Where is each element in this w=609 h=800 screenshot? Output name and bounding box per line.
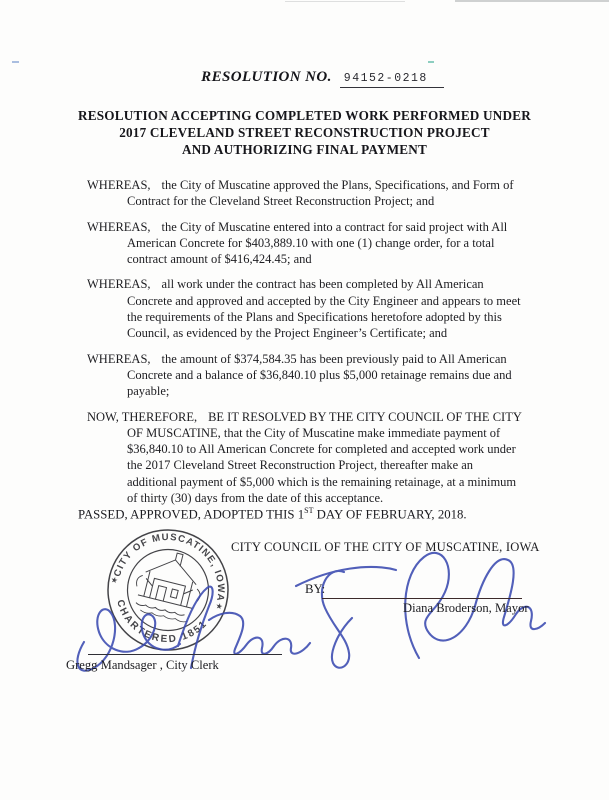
clerk-signature-line bbox=[88, 654, 282, 655]
whereas-clause-4 bbox=[87, 351, 524, 400]
resolution-number-line bbox=[0, 68, 609, 88]
document-title-line-3: AND AUTHORIZING FINAL PAYMENT bbox=[181, 142, 428, 157]
city-council-line: CITY COUNCIL OF THE CITY OF MUSCATINE, IOWA bbox=[231, 540, 540, 554]
clause-label: NOW, THEREFORE, bbox=[87, 409, 198, 424]
clause-label: WHEREAS, bbox=[87, 178, 151, 192]
scan-artifact-top-edge bbox=[455, 0, 609, 2]
clerk-name-title: Gregg Mandsager , City Clerk bbox=[66, 658, 219, 672]
passed-suffix: DAY OF FEBRUARY, 2018. bbox=[313, 507, 467, 522]
mayor-signature-line bbox=[322, 598, 522, 599]
clause-label: WHEREAS, bbox=[87, 219, 151, 234]
resolution-number-value: 94152-0218 bbox=[340, 72, 444, 88]
document-title bbox=[0, 107, 609, 158]
clause-text: all work under the contract has been completed by All American Concrete and approved and accepted by the City Engineer and appears to meet the requirements of the Plans and Specifications heretofore adopted by this Council, as evidenced by the Project Engineer’s Certificate; and bbox=[127, 277, 521, 341]
resolution-number-label: RESOLUTION NO. bbox=[201, 69, 332, 85]
document-title-line-2: 2017 CLEVELAND STREET RECONSTRUCTION PROJECT bbox=[119, 125, 490, 140]
passed-ordinal-superscript: ST bbox=[304, 506, 314, 515]
whereas-clause-2 bbox=[87, 219, 524, 268]
seal-star-right-icon: ★ bbox=[214, 601, 224, 612]
document-title-line-1: RESOLUTION ACCEPTING COMPLETED WORK PERFORMED UNDER bbox=[78, 108, 531, 123]
resolved-clause bbox=[87, 409, 524, 507]
mayor-name-title: Diana Broderson, Mayor bbox=[403, 601, 529, 615]
scan-artifact-center-dash bbox=[428, 61, 434, 63]
clause-text: BE IT RESOLVED BY THE CITY COUNCIL OF THE CITY OF MUSCATINE, that the City of Muscatine make immediate payment of $36,840.10 to All American Concrete for completed and accepted work under the 2017 Cleveland Street Reconstruction Project, thereafter make an additional payment of $5,000 which is the remaining retainage, at a minimum of thirty (30) days from the date of this acceptance. bbox=[127, 409, 522, 506]
clause-text: the City of Muscatine approved the Plans, Specifications, and Form of Contract for the Cleveland Street Reconstruction Project; and bbox=[127, 178, 514, 209]
scan-artifact-top-edge-2 bbox=[285, 1, 405, 2]
clause-label: WHEREAS, bbox=[87, 277, 151, 292]
seal-star-left-icon: ★ bbox=[109, 574, 119, 586]
clause-text: the amount of $374,584.35 has been previously paid to All American Concrete and a balance of $36,840.10 plus $5,000 retainage remains due and payable; bbox=[127, 351, 512, 399]
seal-arc-bottom-text: CHARTERED 1851 bbox=[114, 598, 211, 646]
whereas-clause-3 bbox=[87, 276, 524, 341]
clause-label: WHEREAS, bbox=[87, 351, 151, 366]
seal-arc-top-text: CITY OF MUSCATINE, IOWA bbox=[111, 531, 227, 603]
resolution-body bbox=[87, 177, 524, 515]
passed-prefix: PASSED, APPROVED, ADOPTED THIS 1 bbox=[78, 507, 305, 522]
scan-artifact-left-dash bbox=[12, 61, 19, 63]
by-label: BY: bbox=[305, 582, 326, 596]
clause-text: the City of Muscatine entered into a contract for said project with All American Concrete for $403,889.10 with one (1) change order, for a total contract amount of $416,424.45; and bbox=[127, 219, 508, 267]
whereas-clause-1 bbox=[87, 177, 524, 210]
